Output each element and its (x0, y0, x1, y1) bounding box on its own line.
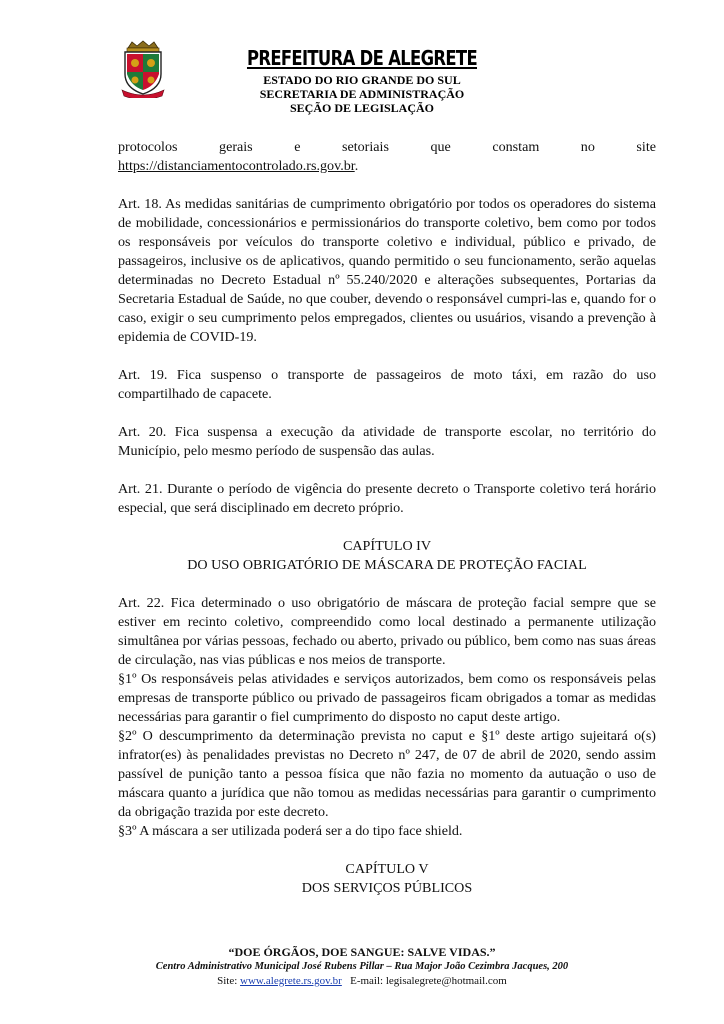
email-address[interactable]: legisalegrete@hotmail.com (385, 975, 507, 987)
secretariat-name: SECRETARIA DE ADMINISTRAÇÃO (259, 87, 465, 101)
chapter-v-title: CAPÍTULO V (345, 861, 429, 877)
article-20: Art. 20. Fica suspensa a execução da atividade de transporte escolar, no território do Município, pelo mesmo período de suspensão das aulas. (118, 424, 656, 459)
site-label: Site: (217, 975, 238, 987)
footer-address: Centro Administrativo Municipal José Rubens Pillar – Rua Major João Cezimbra Jacques, 200 (155, 961, 569, 972)
article-22-paragraph-2: §2º O descumprimento da determinação prevista no caput e §1º deste artigo sujeitará o(s) infrator(es) às penalidades previstas no Decreto nº 247, de 07 de abril de 2020, sendo assim passível de punição tanto a pessoa física que não fazia no momento da autuação o uso de máscara quanto a jurídica que não tomou as medidas necessárias para garantir o cumprimento da obrigação trazida por este decreto. (118, 728, 656, 820)
article-21: Art. 21. Durante o período de vigência do presente decreto o Transporte coletivo terá horário especial, que será disciplinado em decreto próprio. (118, 481, 656, 516)
letterhead (0, 36, 724, 116)
article-22-paragraph-1: §1º Os responsáveis pelas atividades e serviços autorizados, bem como os responsáveis pelas empresas de transporte público ou privado de passageiros ficam obrigados a tomar as medidas necessárias para garantir o fiel cumprimento do disposto no caput deste artigo. (118, 671, 656, 725)
document-body (118, 138, 656, 898)
article-22-paragraph-3: §3º A máscara a ser utilizada poderá ser a do tipo face shield. (118, 823, 463, 839)
email-label: E-mail: (350, 975, 384, 987)
intro-line: protocolos gerais e setoriais que constam no site (118, 139, 656, 155)
article-19: Art. 19. Fica suspenso o transporte de passageiros de moto táxi, em razão do uso compartilhado de capacete. (118, 367, 656, 402)
chapter-v-subtitle: DOS SERVIÇOS PÚBLICOS (301, 880, 473, 896)
prefeitura-title: PREFEITURA DE ALEGRETE (246, 46, 478, 70)
chapter-iv-title: CAPÍTULO IV (342, 538, 432, 554)
section-name: SEÇÃO DE LEGISLAÇÃO (289, 101, 435, 115)
distanciamento-link[interactable]: https://distanciamentocontrolado.rs.gov.br (118, 158, 355, 174)
state-name: ESTADO DO RIO GRANDE DO SUL (263, 73, 461, 87)
footer-contact (0, 974, 724, 989)
site-link[interactable]: www.alegrete.rs.gov.br (240, 975, 342, 987)
intro-period: . (354, 158, 359, 174)
article-18: Art. 18. As medidas sanitárias de cumprimento obrigatório por todos os operadores do sistema de mobilidade, concessionários e permissionários do transporte coletivo, bem como por todos os responsáveis por veículos do transporte coletivo e individual, público e privado, de passageiros, inclusive os de aplicativos, quando permitido o seu funcionamento, serão aquelas determinadas no Decreto Estadual nº 55.240/2020 e alterações subsequentes, Portarias da Secretaria Estadual de Saúde, no que couber, devendo o responsável cumpri-las e, quando for o caso, exigir o seu cumprimento pelos empregados, clientes ou usuários, visando a prevenção à epidemia de COVID-19. (118, 196, 656, 345)
page-footer (0, 945, 724, 989)
footer-motto: “DOE ÓRGÃOS, DOE SANGUE: SALVE VIDAS.” (228, 945, 496, 959)
chapter-iv-subtitle: DO USO OBRIGATÓRIO DE MÁSCARA DE PROTEÇÃO FACIAL (187, 557, 587, 573)
article-22: Art. 22. Fica determinado o uso obrigatório de máscara de proteção facial sempre que se estiver em recinto coletivo, compreendido como local destinado a permanente utilização simultânea por várias pessoas, fechado ou aberto, privado ou público, bem como nas suas áreas de circulação, nas vias públicas e nos meios de transporte. (118, 595, 656, 668)
intro-link-line (118, 157, 656, 176)
